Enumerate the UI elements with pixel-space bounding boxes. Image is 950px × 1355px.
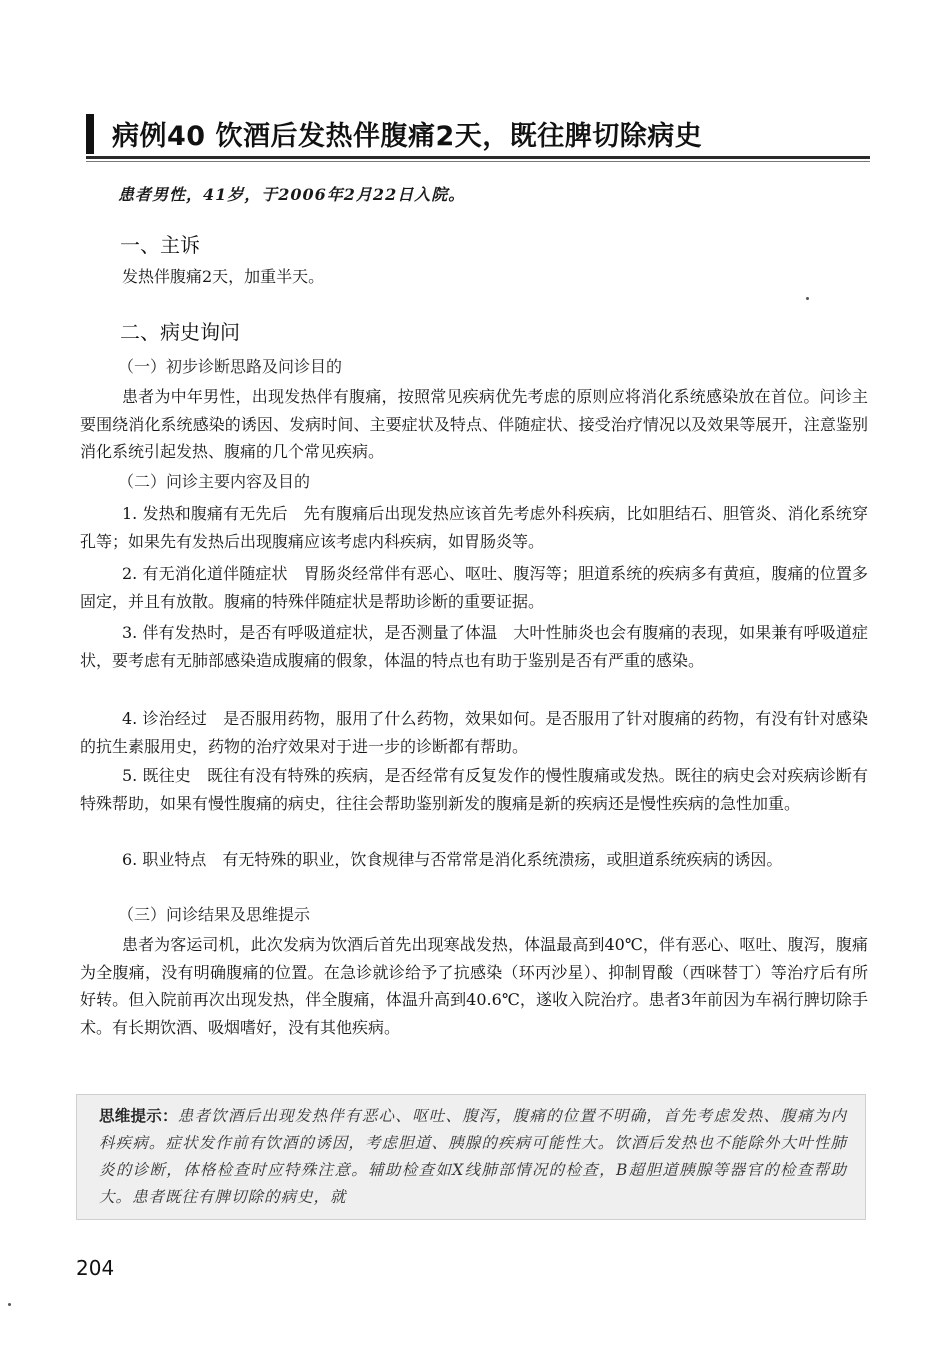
inquiry-item-2: 2. 有无消化道伴随症状 胃肠炎经常伴有恶心、呕吐、腹泻等；胆道系统的疾病多有黄疸，腹痛的位置多固定，并且有放散。腹痛的特殊伴随症状是帮助诊断的重要证据。	[80, 564, 868, 611]
inquiry-item-1: 1. 发热和腹痛有无先后 先有腹痛后出现发热应该首先考虑外科疾病，比如胆结石、胆管炎、消化系统穿孔等；如果先有发热后出现腹痛应该考虑内科疾病，如胃肠炎等。	[80, 504, 868, 551]
title-underline	[86, 161, 870, 162]
subsection-3-text: 患者为客运司机，此次发病为饮酒后首先出现寒战发热，体温最高到40℃，伴有恶心、呕吐、腹泻，腹痛为全腹痛，没有明确腹痛的位置。在急诊就诊给予了抗感染（环丙沙星）、抑制胃酸（西咪替丁）等治疗后有所好转。但入院前再次出现发热，伴全腹痛，体温升高到40.6℃，遂收入院治疗。患者3年前因为车祸行脾切除手术。有长期饮酒、吸烟嗜好，没有其他疾病。	[80, 935, 868, 1037]
subsection-1-text: 患者为中年男性，出现发热伴有腹痛，按照常见疾病优先考虑的原则应将消化系统感染放在首位。问诊主要围绕消化系统感染的诱因、发病时间、主要症状及特点、伴随症状、接受治疗情况以及效果等展开，注意鉴别消化系统引起发热、腹痛的几个常见疾病。	[80, 387, 868, 461]
inquiry-item-3: 3. 伴有发热时，是否有呼吸道症状，是否测量了体温 大叶性肺炎也会有腹痛的表现，如果兼有呼吸道症状，要考虑有无肺部感染造成腹痛的假象，体温的特点也有助于鉴别是否有严重的感染。	[80, 623, 868, 670]
inquiry-item-5: 5. 既往史 既往有没有特殊的疾病，是否经常有反复发作的慢性腹痛或发热。既往的病史会对疾病诊断有特殊帮助，如果有慢性腹痛的病史，往往会帮助鉴别新发的腹痛是新的疾病还是慢性疾病的急性加重。	[80, 766, 868, 813]
title-marker-bar	[86, 114, 94, 154]
subsection-1-heading: （一）初步诊断思路及问诊目的	[118, 357, 343, 376]
inquiry-item-4: 4. 诊治经过 是否服用药物，服用了什么药物，效果如何。是否服用了针对腹痛的药物，有没有针对感染的抗生素服用史，药物的治疗效果对于进一步的诊断都有帮助。	[80, 709, 868, 756]
print-speck	[806, 297, 809, 300]
inquiry-item-6: 6. 职业特点 有无特殊的职业，饮食规律与否常常是消化系统溃疡，或胆道系统疾病的诱因。	[122, 850, 783, 869]
subsection-2-heading: （二）问诊主要内容及目的	[118, 472, 311, 491]
case-title: 病例40 饮酒后发热伴腹痛2天，既往脾切除病史	[112, 121, 703, 152]
thinking-hint-body: 患者饮酒后出现发热伴有恶心、呕吐、腹泻，腹痛的位置不明确，首先考虑发热、腹痛为内科疾病。症状发作前有饮酒的诱因，考虑胆道、胰腺的疾病可能性大。饮酒后发热也不能除外大叶性肺炎的诊断，体格检查时应特殊注意。辅助检查如X线肺部情况的检查，B超胆道胰腺等器官的检查帮助大。患者既往有脾切除的病史，就	[99, 1107, 847, 1206]
page-number: 204	[76, 1256, 115, 1280]
thinking-hint-text	[99, 1103, 847, 1211]
case-title-bar	[86, 112, 870, 159]
patient-info: 患者男性，41岁，于2006年2月22日入院。	[118, 185, 466, 204]
thinking-hint-label: 思维提示：	[99, 1107, 178, 1125]
thinking-hint-box	[76, 1094, 866, 1220]
complaint-text: 发热伴腹痛2天，加重半天。	[122, 267, 325, 286]
history-heading: 二、病史询问	[120, 320, 240, 344]
complaint-heading: 一、主诉	[120, 233, 200, 257]
print-speck	[8, 1303, 11, 1306]
subsection-3-heading: （三）问诊结果及思维提示	[118, 905, 311, 924]
